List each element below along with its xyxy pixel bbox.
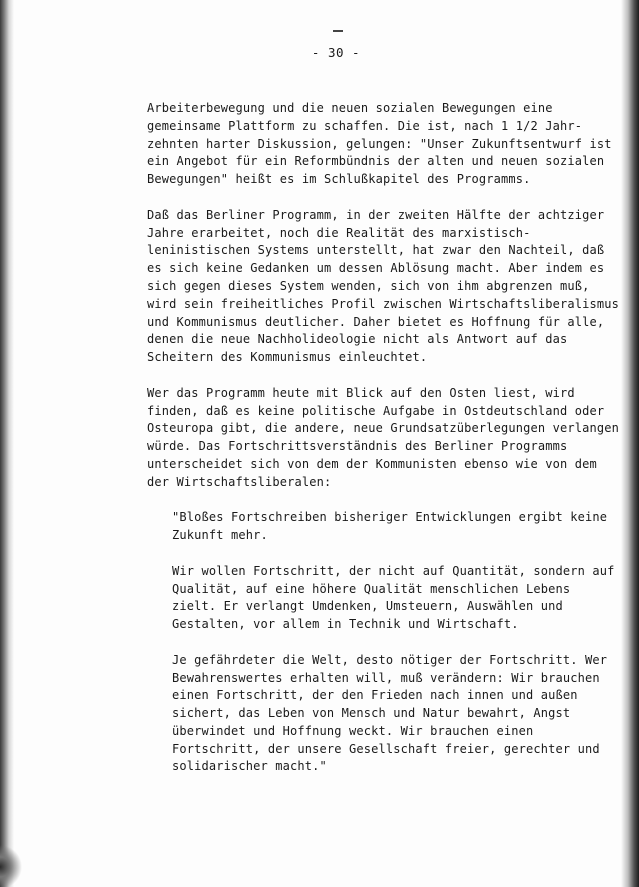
scan-edge-right <box>621 0 639 887</box>
text-line: Scheitern des Kommunismus einleuchtet. <box>147 350 428 365</box>
page-number: - 30 - <box>311 45 361 60</box>
text-line: Osteuropa gibt, die andere, neue Grundsatzüberlegungen verlangen <box>147 421 619 436</box>
text-line: denen die neue Nachholideologie nicht als Antwort auf das <box>147 332 568 347</box>
text-line: wird sein freiheitliches Profil zwischen Wirtschaftsliberalismus <box>147 296 619 311</box>
text-line: unterscheidet sich von dem der Kommunisten ebenso wie von dem <box>147 456 597 471</box>
text-line: Qualität, auf eine höhere Qualität menschlichen Lebens <box>172 581 571 596</box>
text-line: Zukunft mehr. <box>172 528 268 543</box>
text-line: Bewegungen" heißt es im Schlußkapitel des Programms. <box>147 172 531 187</box>
text-line: solidarischer macht." <box>172 759 327 774</box>
text-line: Jahre erarbeitet, noch die Realität des marxistisch- <box>147 225 531 240</box>
text-line: zehnten harter Diskussion, gelungen: "Unser Zukunftsentwurf ist <box>147 136 612 151</box>
text-line: sichert, das Leben von Mensch und Natur bewahrt, Angst <box>172 706 571 721</box>
text-line: zielt. Er verlangt Umdenken, Umsteuern, Auswählen und <box>172 599 563 614</box>
paragraph <box>147 100 617 189</box>
quote-paragraph <box>172 652 617 777</box>
text-line: es sich keine Gedanken um dessen Ablösung macht. Aber indem es <box>147 261 605 276</box>
text-line: sich gegen dieses System wenden, sich von ihm abgrenzen muß, <box>147 278 590 293</box>
text-line: Gestalten, vor allem in Technik und Wirtschaft. <box>172 617 519 632</box>
text-line: einen Fortschritt, der den Frieden nach innen und außen <box>172 688 578 703</box>
paragraph <box>147 207 617 367</box>
text-line: gemeinsame Plattform zu schaffen. Die ist, nach 1 1/2 Jahr- <box>147 118 583 133</box>
text-line: der Wirtschaftsliberalen: <box>147 474 332 489</box>
quote-paragraph <box>172 509 617 545</box>
text-line: würde. Das Fortschrittsverständnis des Berliner Programms <box>147 439 568 454</box>
text-line: Fortschritt, der unsere Gesellschaft freier, gerechter und <box>172 741 600 756</box>
text-line: und Kommunismus deutlicher. Daher bietet es Hoffnung für alle, <box>147 314 605 329</box>
text-line: Bewahrenswertes erhalten will, muß verändern: Wir brauchen <box>172 670 600 685</box>
text-line: Wir wollen Fortschritt, der nicht auf Quantität, sondern auf <box>172 563 615 578</box>
body-text <box>147 100 617 794</box>
text-line: "Bloßes Fortschreiben bisheriger Entwicklungen ergibt keine <box>172 510 608 525</box>
text-line: finden, daß es keine politische Aufgabe in Ostdeutschland oder <box>147 403 605 418</box>
scan-mark <box>333 30 343 32</box>
scan-smudge <box>0 820 22 887</box>
text-line: ein Angebot für ein Reformbündnis der alten und neuen sozialen <box>147 154 605 169</box>
text-line: Wer das Programm heute mit Blick auf den Osten liest, wird <box>147 385 575 400</box>
text-line: Daß das Berliner Programm, in der zweiten Hälfte der achtziger <box>147 207 605 222</box>
text-line: Arbeiterbewegung und die neuen sozialen Bewegungen eine <box>147 101 553 115</box>
text-line: überwindet und Hoffnung weckt. Wir brauchen einen <box>172 723 534 738</box>
scan-edge-left <box>0 0 14 887</box>
paragraph <box>147 385 617 492</box>
quote-paragraph <box>172 563 617 634</box>
text-line: Je gefährdeter die Welt, desto nötiger der Fortschritt. Wer <box>172 652 608 667</box>
text-line: leninistischen Systems unterstellt, hat zwar den Nachteil, daß <box>147 243 605 258</box>
